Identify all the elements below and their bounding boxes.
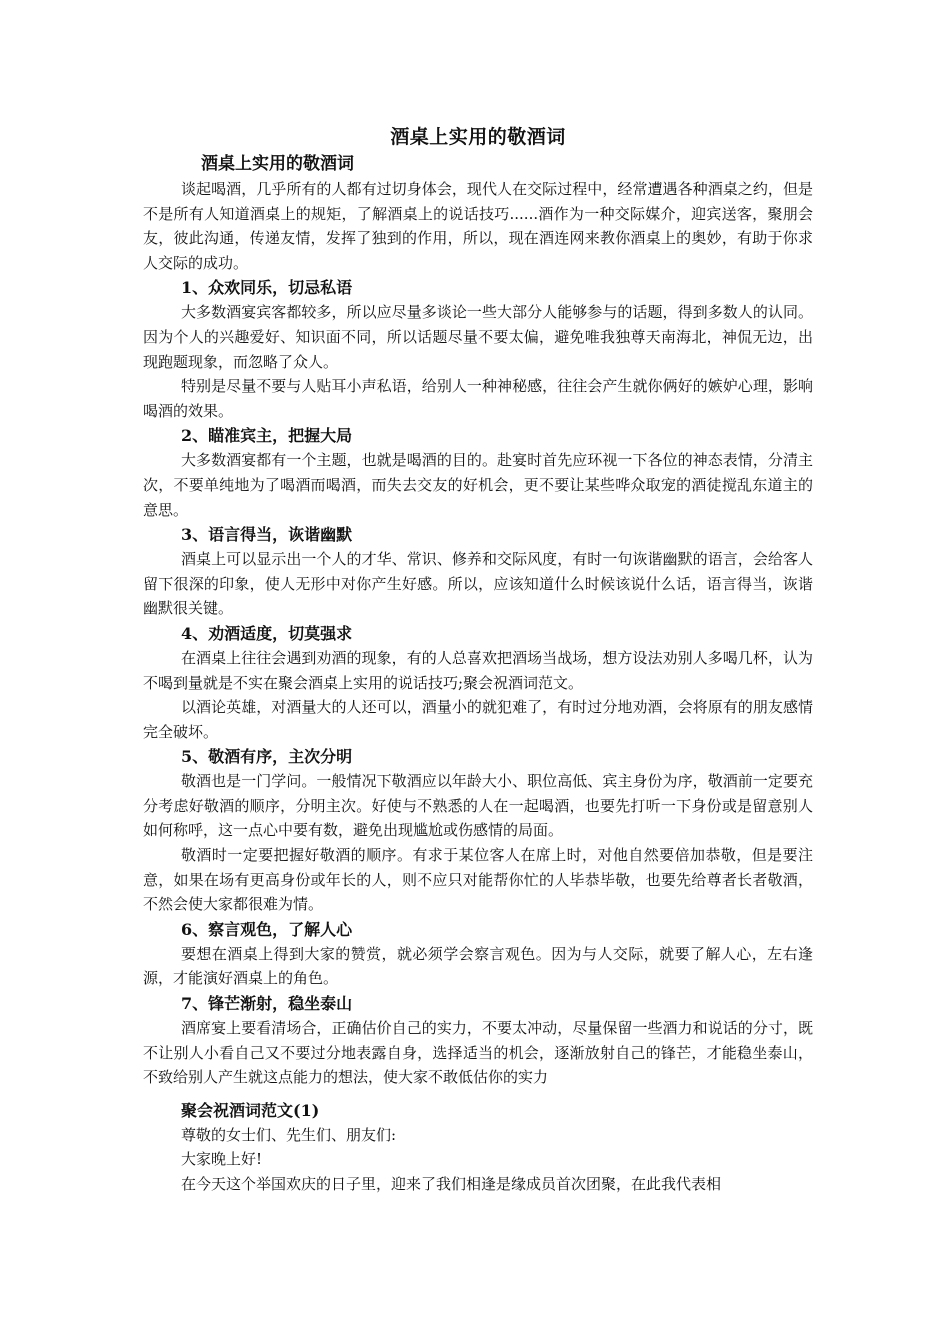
section-paragraph: 在酒桌上往往会遇到劝酒的现象，有的人总喜欢把酒场当战场，想方设法劝别人多喝几杯，认为不喝到量就是不实在聚会酒桌上实用的说话技巧;聚会祝酒词范文。 bbox=[143, 648, 813, 692]
speech-section bbox=[143, 1098, 813, 1197]
section-6 bbox=[143, 917, 813, 991]
section-paragraph: 敬酒也是一门学问。一般情况下敬酒应以年龄大小、职位高低、宾主身份为序，敬酒前一定要充分考虑好敬酒的顺序，分明主次。好使与不熟悉的人在一起喝酒，也要先打听一下身份或是留意别人如何称呼，这一点心中要有数，避免出现尴尬或伤感情的局面。 bbox=[143, 772, 813, 840]
section-heading: 7、锋芒渐射，稳坐泰山 bbox=[181, 994, 353, 1014]
section-3 bbox=[143, 522, 813, 621]
document-title: 酒桌上实用的敬酒词 bbox=[390, 126, 566, 148]
section-heading: 5、敬酒有序，主次分明 bbox=[181, 747, 353, 767]
section-heading: 4、劝酒适度，切莫强求 bbox=[181, 623, 353, 643]
document-subtitle: 酒桌上实用的敬酒词 bbox=[201, 154, 354, 174]
section-paragraph: 敬酒时一定要把握好敬酒的顺序。有求于某位客人在席上时，对他自然要倍加恭敬，但是要注意，如果在场有更高身份或年长的人，则不应只对能帮你忙的人毕恭毕敬，也要先给尊者长者敬酒，不然会使大家都很难为情。 bbox=[143, 846, 813, 914]
speech-paragraph: 在今天这个举国欢庆的日子里，迎来了我们相逢是缘成员首次团聚，在此我代表相 bbox=[181, 1175, 722, 1193]
section-heading: 2、瞄准宾主，把握大局 bbox=[181, 426, 353, 446]
section-heading: 3、语言得当，诙谐幽默 bbox=[181, 525, 353, 545]
section-paragraph: 大多数酒宴宾客都较多，所以应尽量多谈论一些大部分人能够参与的话题，得到多数人的认同。因为个人的兴趣爱好、知识面不同，所以话题尽量不要太偏，避免唯我独尊天南海北，神侃无边，出现跑题现象，而忽略了众人。 bbox=[143, 303, 813, 371]
section-2 bbox=[143, 423, 813, 522]
speech-paragraph: 尊敬的女士们、先生们、朋友们: bbox=[181, 1125, 397, 1144]
section-paragraph: 大多数酒宴都有一个主题，也就是喝酒的目的。赴宴时首先应环视一下各位的神态表情，分清主次，不要单纯地为了喝酒而喝酒，而失去交友的好机会，更不要让某些哗众取宠的酒徒搅乱东道主的意思。 bbox=[143, 451, 813, 519]
section-paragraph: 以酒论英雄，对酒量大的人还可以，酒量小的就犯难了，有时过分地劝酒，会将原有的朋友感情完全破坏。 bbox=[143, 698, 813, 741]
section-paragraph: 酒席宴上要看清场合，正确估价自己的实力，不要太冲动，尽量保留一些酒力和说话的分寸，既不让别人小看自己又不要过分地表露自身，选择适当的机会，逐渐放射自己的锋芒，才能稳坐泰山，不致给别人产生就这点能力的想法，使大家不敢低估你的实力 bbox=[143, 1019, 813, 1087]
section-5 bbox=[143, 744, 813, 917]
section-1 bbox=[143, 275, 813, 423]
speech-heading: 聚会祝酒词范文(1) bbox=[181, 1100, 320, 1120]
section-4 bbox=[143, 621, 813, 744]
intro-paragraph: 谈起喝酒，几乎所有的人都有过切身体会，现代人在交际过程中，经常遭遇各种酒桌之约，但是不是所有人知道酒桌上的规矩，了解酒桌上的说话技巧......酒作为一种交际媒介，迎宾送客，聚朋会友，彼此沟通，传递友情，发挥了独到的作用，所以，现在酒连网来教你酒桌上的奥妙，有助于你求人交际的成功。 bbox=[143, 180, 813, 272]
speech-paragraph: 大家晚上好! bbox=[181, 1150, 263, 1169]
section-heading: 1、众欢同乐，切忌私语 bbox=[181, 278, 353, 298]
section-paragraph: 要想在酒桌上得到大家的赞赏，就必须学会察言观色。因为与人交际，就要了解人心，左右逢源，才能演好酒桌上的角色。 bbox=[143, 944, 813, 988]
document-page bbox=[143, 122, 813, 1197]
section-heading: 6、察言观色，了解人心 bbox=[181, 919, 353, 939]
section-paragraph: 特别是尽量不要与人贴耳小声私语，给别人一种神秘感，往往会产生就你俩好的嫉妒心理，影响喝酒的效果。 bbox=[143, 377, 813, 420]
section-7 bbox=[143, 991, 813, 1090]
section-paragraph: 酒桌上可以显示出一个人的才华、常识、修养和交际风度，有时一句诙谐幽默的语言，会给客人留下很深的印象，使人无形中对你产生好感。所以，应该知道什么时候该说什么话，语言得当，诙谐幽默很关键。 bbox=[143, 550, 813, 618]
